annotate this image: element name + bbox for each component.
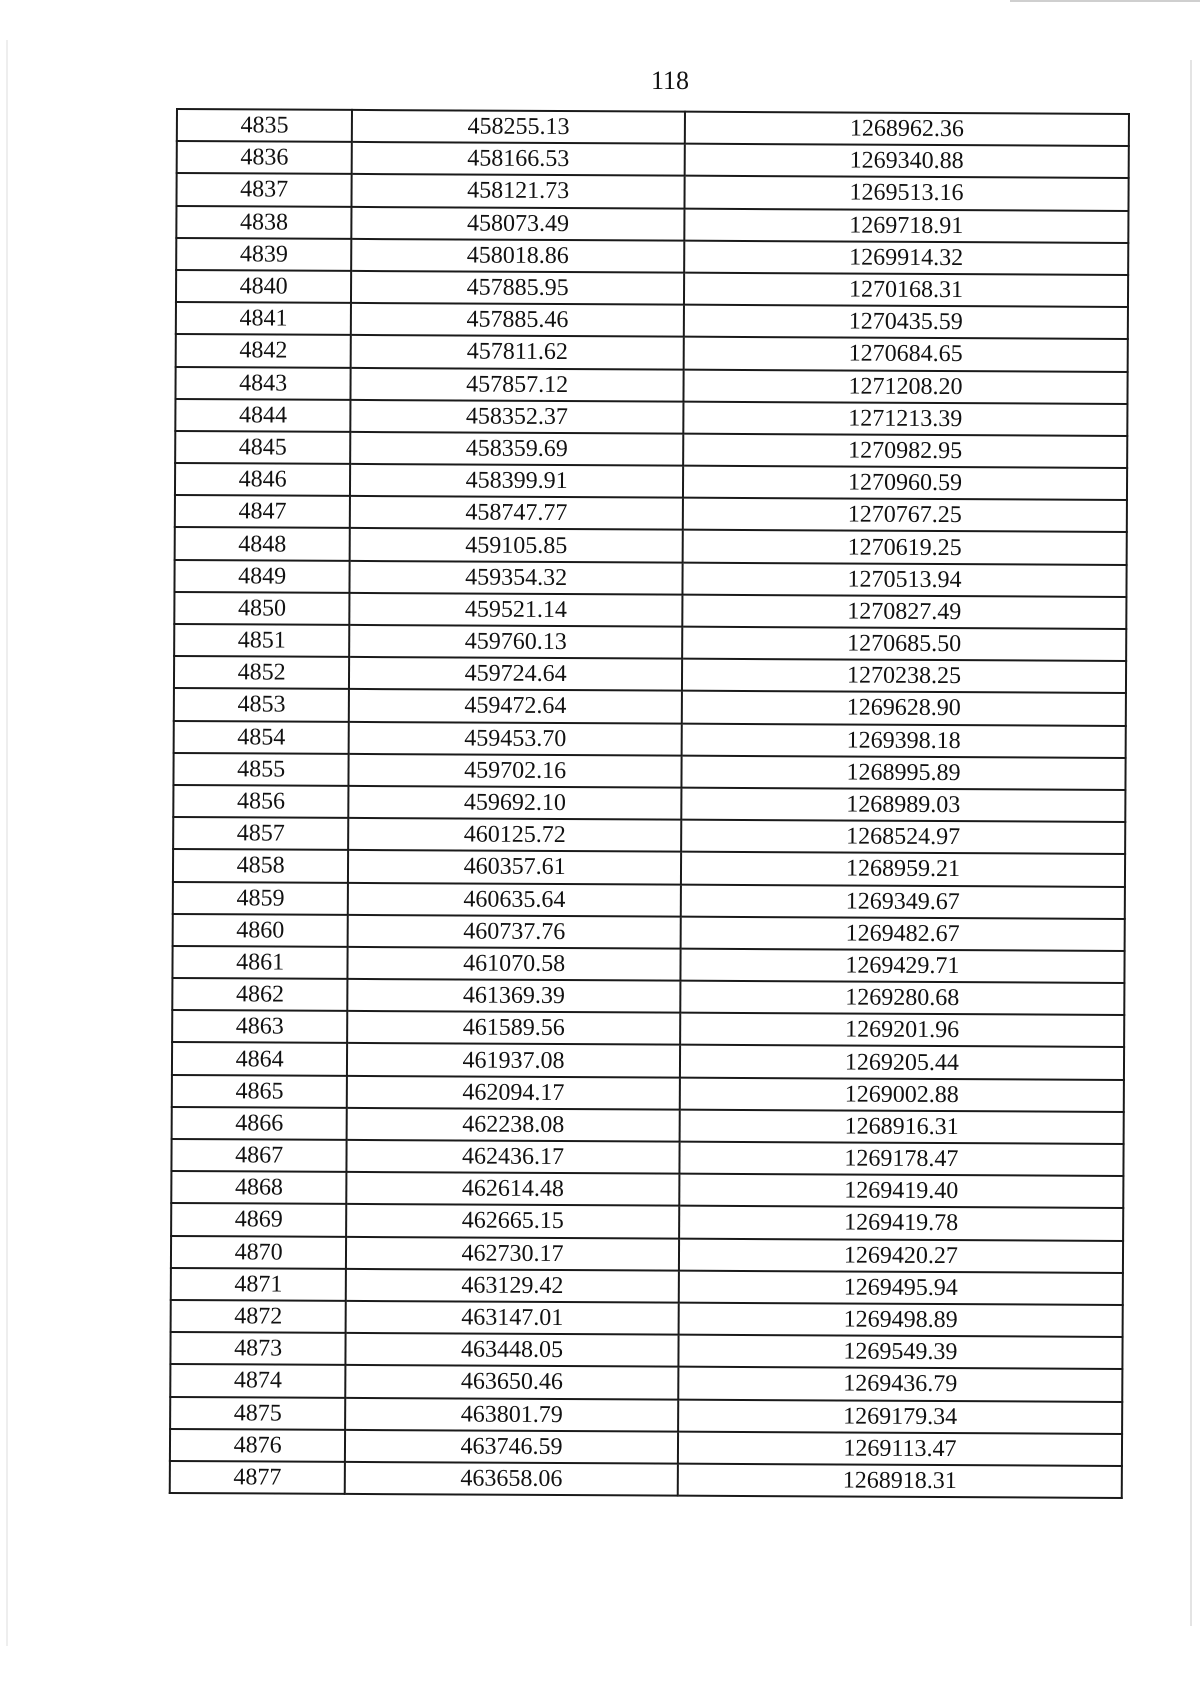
y-coordinate-cell: 1270982.95 bbox=[683, 434, 1127, 469]
table-row bbox=[171, 1171, 1123, 1208]
y-coordinate-cell: 1269436.79 bbox=[678, 1367, 1122, 1402]
table-row bbox=[172, 1042, 1124, 1079]
table-row bbox=[177, 141, 1129, 178]
table-row bbox=[175, 399, 1127, 436]
table-row bbox=[170, 1364, 1122, 1401]
x-coordinate-cell: 463448.05 bbox=[346, 1333, 679, 1367]
table-row bbox=[172, 1010, 1124, 1047]
point-id-cell: 4867 bbox=[171, 1139, 346, 1172]
x-coordinate-cell: 462665.15 bbox=[346, 1204, 679, 1238]
x-coordinate-cell: 462238.08 bbox=[347, 1108, 680, 1142]
table-row bbox=[170, 1461, 1122, 1498]
y-coordinate-cell: 1269349.67 bbox=[681, 884, 1125, 919]
y-coordinate-cell: 1269482.67 bbox=[681, 916, 1125, 951]
x-coordinate-cell: 461070.58 bbox=[348, 947, 681, 981]
coordinates-table bbox=[169, 108, 1130, 1499]
point-id-cell: 4858 bbox=[173, 849, 348, 882]
point-id-cell: 4850 bbox=[174, 592, 349, 625]
point-id-cell: 4845 bbox=[175, 431, 350, 464]
x-coordinate-cell: 460737.76 bbox=[348, 915, 681, 949]
x-coordinate-cell: 458747.77 bbox=[350, 496, 683, 530]
scan-edge-top bbox=[1010, 0, 1200, 2]
y-coordinate-cell: 1269179.34 bbox=[678, 1399, 1122, 1434]
x-coordinate-cell: 458255.13 bbox=[352, 110, 685, 144]
table-row bbox=[176, 270, 1128, 307]
scan-edge-left bbox=[6, 40, 8, 1646]
point-id-cell: 4857 bbox=[173, 817, 348, 850]
x-coordinate-cell: 461589.56 bbox=[347, 1011, 680, 1045]
table-row bbox=[175, 463, 1127, 500]
x-coordinate-cell: 460357.61 bbox=[348, 850, 681, 884]
x-coordinate-cell: 458352.37 bbox=[351, 400, 684, 434]
y-coordinate-cell: 1268916.31 bbox=[680, 1109, 1124, 1144]
y-coordinate-cell: 1269201.96 bbox=[680, 1013, 1124, 1048]
x-coordinate-cell: 459692.10 bbox=[349, 786, 682, 820]
x-coordinate-cell: 463129.42 bbox=[346, 1269, 679, 1303]
x-coordinate-cell: 461937.08 bbox=[347, 1043, 680, 1077]
point-id-cell: 4868 bbox=[171, 1171, 346, 1204]
y-coordinate-cell: 1269419.78 bbox=[679, 1206, 1123, 1241]
x-coordinate-cell: 459760.13 bbox=[349, 625, 682, 659]
y-coordinate-cell: 1269495.94 bbox=[679, 1270, 1123, 1305]
point-id-cell: 4873 bbox=[170, 1332, 345, 1365]
x-coordinate-cell: 457885.95 bbox=[351, 271, 684, 305]
table-row bbox=[176, 302, 1128, 339]
y-coordinate-cell: 1270513.94 bbox=[682, 562, 1126, 597]
x-coordinate-cell: 459354.32 bbox=[350, 561, 683, 595]
point-id-cell: 4869 bbox=[171, 1203, 346, 1236]
x-coordinate-cell: 458359.69 bbox=[350, 432, 683, 466]
point-id-cell: 4864 bbox=[172, 1042, 347, 1075]
point-id-cell: 4865 bbox=[172, 1075, 347, 1108]
table-row bbox=[174, 721, 1126, 758]
y-coordinate-cell: 1269280.68 bbox=[680, 981, 1124, 1016]
point-id-cell: 4847 bbox=[175, 495, 350, 528]
table-row bbox=[170, 1332, 1122, 1369]
point-id-cell: 4860 bbox=[173, 914, 348, 947]
point-id-cell: 4835 bbox=[177, 109, 352, 142]
table-row bbox=[175, 367, 1127, 404]
y-coordinate-cell: 1270685.50 bbox=[682, 627, 1126, 662]
y-coordinate-cell: 1269178.47 bbox=[679, 1142, 1123, 1177]
table-row bbox=[173, 881, 1125, 918]
point-id-cell: 4852 bbox=[174, 656, 349, 689]
y-coordinate-cell: 1269398.18 bbox=[682, 723, 1126, 758]
table-row bbox=[173, 753, 1125, 790]
table-row bbox=[173, 914, 1125, 951]
point-id-cell: 4856 bbox=[173, 785, 348, 818]
point-id-cell: 4874 bbox=[170, 1364, 345, 1397]
x-coordinate-cell: 459453.70 bbox=[349, 721, 682, 755]
x-coordinate-cell: 462730.17 bbox=[346, 1236, 679, 1270]
table-row bbox=[171, 1300, 1123, 1337]
y-coordinate-cell: 1268959.21 bbox=[681, 852, 1125, 887]
y-coordinate-cell: 1269420.27 bbox=[679, 1238, 1123, 1273]
point-id-cell: 4872 bbox=[171, 1300, 346, 1333]
x-coordinate-cell: 459702.16 bbox=[349, 754, 682, 788]
point-id-cell: 4838 bbox=[176, 206, 351, 239]
y-coordinate-cell: 1270684.65 bbox=[684, 337, 1128, 372]
point-id-cell: 4877 bbox=[170, 1461, 345, 1494]
table-row bbox=[173, 817, 1125, 854]
point-id-cell: 4875 bbox=[170, 1396, 345, 1429]
x-coordinate-cell: 459724.64 bbox=[349, 657, 682, 691]
y-coordinate-cell: 1269429.71 bbox=[680, 949, 1124, 984]
table-row bbox=[173, 785, 1125, 822]
table-row bbox=[172, 1107, 1124, 1144]
point-id-cell: 4851 bbox=[174, 624, 349, 657]
table-row bbox=[177, 109, 1129, 146]
x-coordinate-cell: 461369.39 bbox=[348, 979, 681, 1013]
table-body bbox=[170, 109, 1129, 1498]
table-row bbox=[175, 527, 1127, 564]
y-coordinate-cell: 1270619.25 bbox=[683, 530, 1127, 565]
page-number: 118 bbox=[650, 66, 690, 95]
x-coordinate-cell: 463147.01 bbox=[346, 1301, 679, 1335]
y-coordinate-cell: 1270827.49 bbox=[682, 594, 1126, 629]
x-coordinate-cell: 457885.46 bbox=[351, 303, 684, 337]
point-id-cell: 4859 bbox=[173, 881, 348, 914]
x-coordinate-cell: 458399.91 bbox=[350, 464, 683, 498]
table-row bbox=[171, 1139, 1123, 1176]
point-id-cell: 4871 bbox=[171, 1268, 346, 1301]
point-id-cell: 4876 bbox=[170, 1429, 345, 1462]
y-coordinate-cell: 1269340.88 bbox=[685, 144, 1129, 179]
point-id-cell: 4837 bbox=[176, 173, 351, 206]
y-coordinate-cell: 1271208.20 bbox=[683, 369, 1127, 404]
x-coordinate-cell: 457811.62 bbox=[351, 335, 684, 369]
table-row bbox=[174, 560, 1126, 597]
table-row bbox=[174, 688, 1126, 725]
x-coordinate-cell: 459521.14 bbox=[350, 593, 683, 627]
x-coordinate-cell: 458166.53 bbox=[352, 142, 685, 176]
point-id-cell: 4866 bbox=[172, 1107, 347, 1140]
x-coordinate-cell: 463650.46 bbox=[346, 1365, 679, 1399]
table-row bbox=[173, 849, 1125, 886]
point-id-cell: 4843 bbox=[175, 367, 350, 400]
y-coordinate-cell: 1270767.25 bbox=[683, 498, 1127, 533]
x-coordinate-cell: 457857.12 bbox=[351, 367, 684, 401]
y-coordinate-cell: 1271213.39 bbox=[683, 401, 1127, 436]
table-row bbox=[174, 592, 1126, 629]
y-coordinate-cell: 1270960.59 bbox=[683, 466, 1127, 501]
x-coordinate-cell: 462436.17 bbox=[347, 1140, 680, 1174]
table-row bbox=[172, 1075, 1124, 1112]
table-row bbox=[176, 334, 1128, 371]
y-coordinate-cell: 1268989.03 bbox=[681, 788, 1125, 823]
x-coordinate-cell: 458073.49 bbox=[352, 206, 685, 240]
table-row bbox=[171, 1203, 1123, 1240]
x-coordinate-cell: 463801.79 bbox=[345, 1397, 678, 1431]
point-id-cell: 4863 bbox=[172, 1010, 347, 1043]
x-coordinate-cell: 459105.85 bbox=[350, 528, 683, 562]
table-row bbox=[171, 1236, 1123, 1273]
y-coordinate-cell: 1269498.89 bbox=[678, 1303, 1122, 1338]
y-coordinate-cell: 1268962.36 bbox=[685, 112, 1129, 147]
y-coordinate-cell: 1268524.97 bbox=[681, 820, 1125, 855]
y-coordinate-cell: 1269205.44 bbox=[680, 1045, 1124, 1080]
table-row bbox=[174, 656, 1126, 693]
table-row bbox=[176, 173, 1128, 210]
x-coordinate-cell: 463746.59 bbox=[345, 1430, 678, 1464]
table-row bbox=[174, 624, 1126, 661]
y-coordinate-cell: 1270238.25 bbox=[682, 659, 1126, 694]
point-id-cell: 4840 bbox=[176, 270, 351, 303]
x-coordinate-cell: 458121.73 bbox=[352, 174, 685, 208]
point-id-cell: 4849 bbox=[174, 560, 349, 593]
point-id-cell: 4841 bbox=[176, 302, 351, 335]
point-id-cell: 4855 bbox=[173, 753, 348, 786]
table-row bbox=[176, 238, 1128, 275]
y-coordinate-cell: 1269113.47 bbox=[678, 1431, 1122, 1466]
point-id-cell: 4870 bbox=[171, 1236, 346, 1269]
y-coordinate-cell: 1269914.32 bbox=[684, 240, 1128, 275]
table-row bbox=[170, 1396, 1122, 1433]
point-id-cell: 4848 bbox=[175, 527, 350, 560]
point-id-cell: 4862 bbox=[172, 978, 347, 1011]
point-id-cell: 4842 bbox=[176, 334, 351, 367]
table-row bbox=[170, 1429, 1122, 1466]
x-coordinate-cell: 459472.64 bbox=[349, 689, 682, 723]
y-coordinate-cell: 1269718.91 bbox=[684, 208, 1128, 243]
table-row bbox=[176, 206, 1128, 243]
x-coordinate-cell: 462094.17 bbox=[347, 1076, 680, 1110]
point-id-cell: 4836 bbox=[177, 141, 352, 174]
point-id-cell: 4861 bbox=[172, 946, 347, 979]
y-coordinate-cell: 1270168.31 bbox=[684, 273, 1128, 308]
table-row bbox=[172, 978, 1124, 1015]
x-coordinate-cell: 460125.72 bbox=[348, 818, 681, 852]
x-coordinate-cell: 460635.64 bbox=[348, 882, 681, 916]
table-row bbox=[172, 946, 1124, 983]
x-coordinate-cell: 458018.86 bbox=[351, 239, 684, 273]
table-row bbox=[175, 431, 1127, 468]
y-coordinate-cell: 1268918.31 bbox=[678, 1464, 1122, 1499]
point-id-cell: 4839 bbox=[176, 238, 351, 271]
y-coordinate-cell: 1268995.89 bbox=[681, 755, 1125, 790]
x-coordinate-cell: 462614.48 bbox=[347, 1172, 680, 1206]
point-id-cell: 4854 bbox=[174, 721, 349, 754]
x-coordinate-cell: 463658.06 bbox=[345, 1462, 678, 1496]
y-coordinate-cell: 1269002.88 bbox=[680, 1077, 1124, 1112]
table-row bbox=[175, 495, 1127, 532]
y-coordinate-cell: 1270435.59 bbox=[684, 305, 1128, 340]
y-coordinate-cell: 1269549.39 bbox=[678, 1335, 1122, 1370]
point-id-cell: 4846 bbox=[175, 463, 350, 496]
point-id-cell: 4853 bbox=[174, 688, 349, 721]
y-coordinate-cell: 1269513.16 bbox=[684, 176, 1128, 211]
scan-edge-right bbox=[1190, 60, 1192, 1626]
y-coordinate-cell: 1269419.40 bbox=[679, 1174, 1123, 1209]
point-id-cell: 4844 bbox=[175, 399, 350, 432]
y-coordinate-cell: 1269628.90 bbox=[682, 691, 1126, 726]
table-row bbox=[171, 1268, 1123, 1305]
